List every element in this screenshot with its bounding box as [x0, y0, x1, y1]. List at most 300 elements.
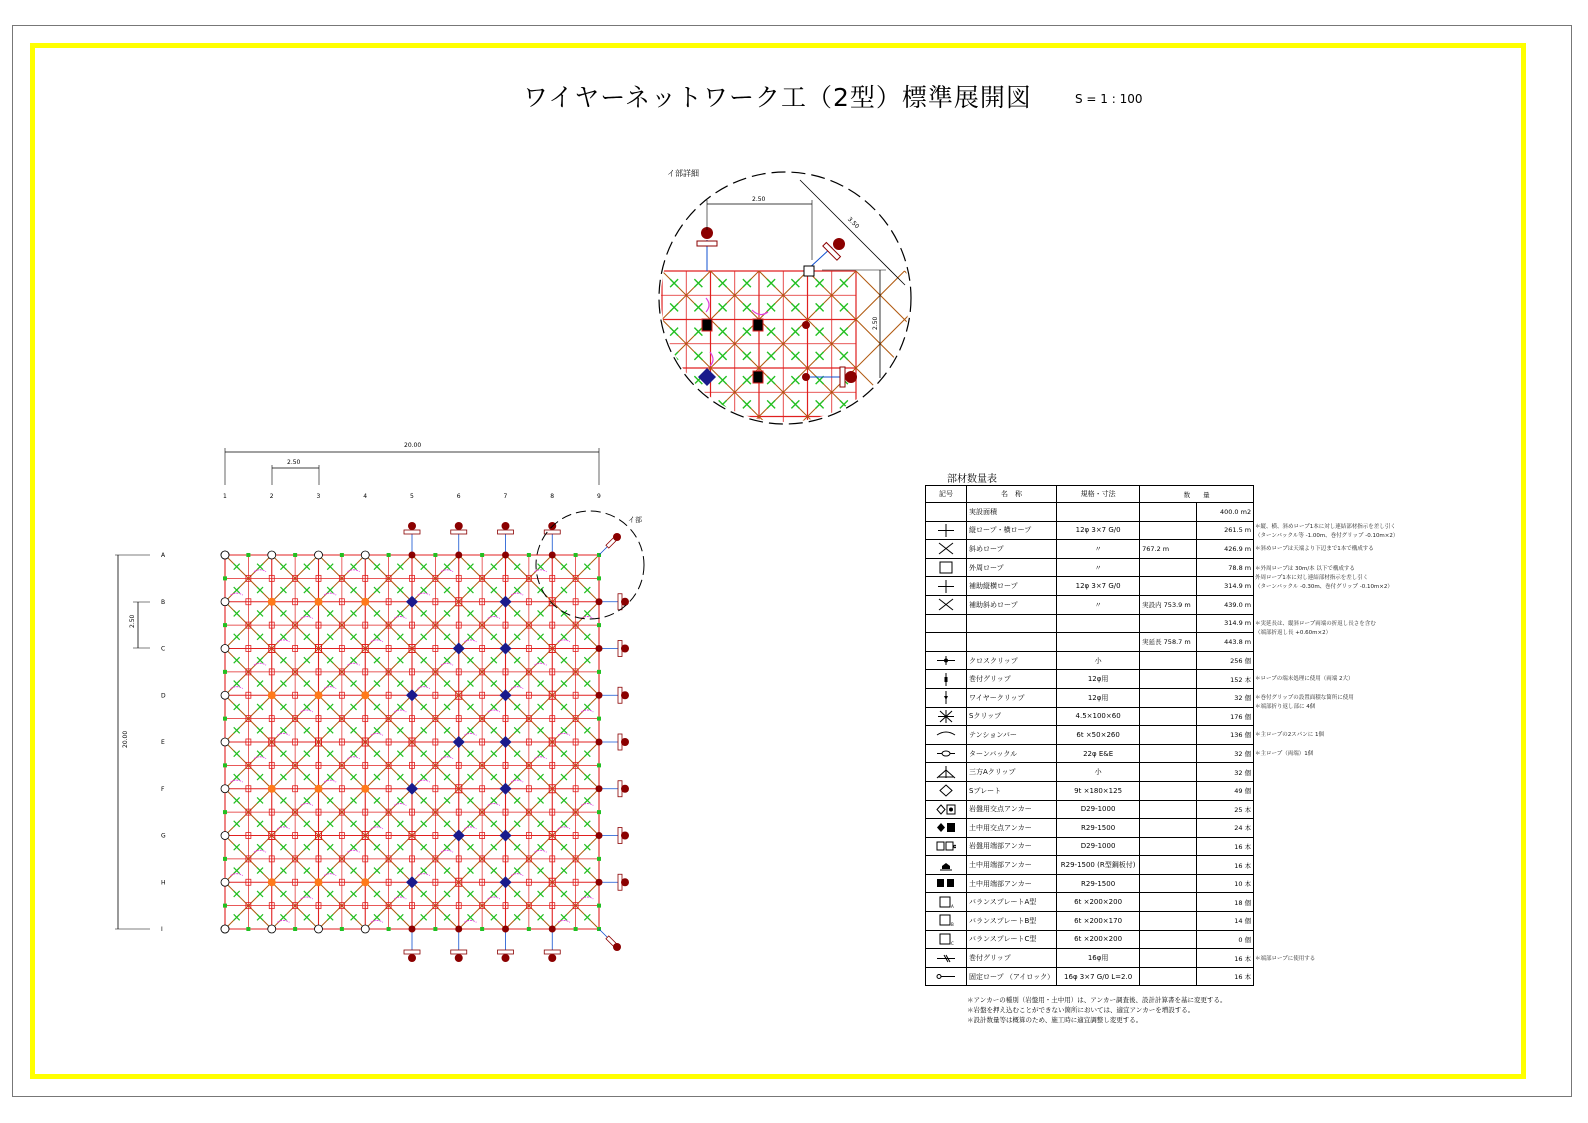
s-clip — [538, 681, 544, 687]
row-spec: 〃 — [1057, 558, 1140, 577]
row-sub-label — [1140, 726, 1197, 745]
row-name: 巻付グリップ — [967, 670, 1057, 689]
s-clip — [421, 774, 427, 780]
row-label: E — [161, 739, 165, 746]
svg-text:A: A — [951, 903, 954, 909]
quantity-table — [925, 485, 1254, 986]
row-sub-label — [1140, 949, 1197, 968]
s-clip — [351, 774, 357, 780]
detail-label: イ部詳細 — [667, 169, 699, 178]
row-name: テンションバー — [967, 726, 1057, 745]
row-spec — [1057, 503, 1140, 522]
row-symbol — [926, 874, 967, 893]
row-spec: 〃 — [1057, 595, 1140, 614]
soil-end-anchor-r-icon — [936, 859, 956, 872]
row-spec: 16φ用 — [1057, 949, 1140, 968]
s-clip — [351, 751, 357, 757]
perimeter-anchor — [455, 926, 462, 933]
s-clip — [351, 634, 357, 640]
s-clip — [351, 914, 357, 920]
plan-height-dim: 20.00 — [122, 730, 129, 748]
s-clip — [467, 914, 473, 920]
s-clip — [561, 751, 567, 757]
cross-clip-icon — [936, 654, 956, 667]
s-clip — [584, 868, 590, 874]
s-clip — [561, 657, 567, 663]
note-line: ＊アンカーの種別（岩盤用・土中用）は、アンカー調査後、設計計算書を基に変更する。 — [967, 996, 1227, 1004]
row-name: 三方Aクリップ — [967, 763, 1057, 782]
wrap-grip — [223, 763, 227, 767]
x-rope-icon — [936, 598, 956, 611]
s-clip — [584, 587, 590, 593]
header-spec: 規格・寸法 — [1057, 486, 1140, 503]
s-clip — [421, 751, 427, 757]
row-name: クロスクリップ — [967, 651, 1057, 670]
s-clip — [584, 844, 590, 850]
s-clip — [467, 891, 473, 897]
table-row — [926, 763, 1254, 782]
s-clip — [397, 914, 403, 920]
s-clip — [304, 681, 310, 687]
s-clip — [397, 774, 403, 780]
column-label: 9 — [597, 493, 601, 500]
column-label: 5 — [410, 493, 414, 500]
soil-end-anchor — [502, 954, 510, 962]
side-note — [1255, 565, 1393, 592]
side-note — [1255, 675, 1353, 684]
s-clip — [327, 564, 333, 570]
s-clip — [491, 657, 497, 663]
s-clip — [584, 774, 590, 780]
table-row — [926, 800, 1254, 819]
s-clip — [257, 704, 263, 710]
s-clip — [351, 727, 357, 733]
rock-end-anchor — [315, 551, 323, 559]
s-clip — [514, 914, 520, 920]
s-clip — [514, 774, 520, 780]
s-clip — [491, 914, 497, 920]
s-clip — [327, 797, 333, 803]
row-sub-label — [1140, 651, 1197, 670]
s-clip — [444, 844, 450, 850]
row-spec: D29-1000 — [1057, 800, 1140, 819]
row-symbol — [926, 688, 967, 707]
s-clip — [351, 891, 357, 897]
wrap-grip — [293, 553, 297, 557]
wrap-grip — [387, 553, 391, 557]
soil-end-anchor — [502, 522, 510, 530]
balance-plate — [404, 530, 420, 534]
s-clip — [257, 634, 263, 640]
rock-end-anchor — [268, 925, 276, 933]
side-note-line: ＊端部ロープに使用する — [1255, 956, 1316, 962]
soil-end-anchor — [621, 691, 629, 699]
s-clip — [374, 610, 380, 616]
s-clip — [397, 634, 403, 640]
row-qty: 16 本 — [1197, 949, 1254, 968]
s-clip — [397, 797, 403, 803]
s-clip — [514, 891, 520, 897]
s-clip — [584, 610, 590, 616]
row-name: Sプレート — [967, 781, 1057, 800]
s-clip — [257, 891, 263, 897]
row-sub-label — [1140, 837, 1197, 856]
row-name — [967, 633, 1057, 652]
soil-end-anchor — [621, 738, 629, 746]
s-clip — [234, 587, 240, 593]
wrap-grip — [223, 623, 227, 627]
row-symbol — [926, 781, 967, 800]
s-clip — [491, 610, 497, 616]
s-clip — [397, 681, 403, 687]
s-clip — [538, 821, 544, 827]
s-clip — [234, 564, 240, 570]
plan-width-dim: 20.00 — [404, 442, 422, 449]
s-clip — [467, 727, 473, 733]
drawing-title: ワイヤーネットワーク工（2型）標準展開図 — [523, 83, 1032, 112]
row-sub-label — [1140, 800, 1197, 819]
s-clip — [491, 751, 497, 757]
table-row — [926, 614, 1254, 633]
s-clip — [538, 751, 544, 757]
s-clip — [280, 564, 286, 570]
note-line: ＊岩盤を押え込むことができない箇所においては、適宜アンカーを増設する。 — [967, 1006, 1195, 1014]
s-plate-icon — [936, 784, 956, 797]
s-clip — [491, 634, 497, 640]
wrap-grip — [597, 857, 601, 861]
row-name: 土中用交点アンカー — [967, 819, 1057, 838]
cross-anchor — [315, 598, 323, 606]
s-clip — [327, 774, 333, 780]
wire-clip-icon — [936, 691, 956, 704]
soil-cross-anchor-icon — [936, 821, 956, 834]
s-clip — [491, 891, 497, 897]
rock-end-anchor — [361, 925, 369, 933]
plan-spacing-left-dim: 2.50 — [129, 614, 136, 628]
row-spec: R29-1500 — [1057, 874, 1140, 893]
side-note-line: 外周ロープ1本に対し連結部材指示を差し引く — [1255, 575, 1369, 581]
row-sub-label — [1140, 967, 1197, 986]
row-qty: 256 個 — [1197, 651, 1254, 670]
s-clip — [584, 657, 590, 663]
perimeter-anchor — [409, 552, 416, 559]
s-clip — [327, 634, 333, 640]
s-clip — [491, 868, 497, 874]
perimeter-anchor — [596, 879, 603, 886]
s-clip — [374, 704, 380, 710]
table-row — [926, 688, 1254, 707]
row-qty: 18 個 — [1197, 893, 1254, 912]
s-clip — [561, 727, 567, 733]
cross-anchor — [268, 785, 276, 793]
wrap-grip — [527, 553, 531, 557]
side-note-line: （ターンバックル -0.30m、巻付グリップ -0.10m×2） — [1255, 584, 1393, 590]
s-clip — [234, 681, 240, 687]
row-symbol — [926, 670, 967, 689]
s-clip — [538, 704, 544, 710]
row-qty: 261.5 m — [1197, 521, 1254, 540]
s-clip — [421, 727, 427, 733]
soil-end-anchor — [455, 522, 463, 530]
s-clip — [257, 610, 263, 616]
row-sub-label — [1140, 856, 1197, 875]
s-clip — [257, 657, 263, 663]
s-clip — [234, 821, 240, 827]
s-clip — [234, 797, 240, 803]
table-row — [926, 744, 1254, 763]
s-clip — [397, 564, 403, 570]
row-name: 土中用端部アンカー — [967, 874, 1057, 893]
s-clip — [257, 821, 263, 827]
s-clip — [444, 634, 450, 640]
s-clip — [280, 891, 286, 897]
row-spec: 〃 — [1057, 540, 1140, 559]
side-note-line: ＊ロープの端末処理に使用（両端 2大） — [1255, 676, 1354, 682]
s-clip — [280, 704, 286, 710]
side-note-line: （端部折返し長 +0.60m×2） — [1255, 630, 1332, 636]
s-clip — [514, 704, 520, 710]
wrap-grip — [480, 927, 484, 931]
s-clip — [514, 821, 520, 827]
s-clip — [444, 774, 450, 780]
s-clip — [327, 657, 333, 663]
row-sub-label: 実設内 753.9 m — [1140, 595, 1197, 614]
s-clip — [421, 704, 427, 710]
row-spec: D29-1000 — [1057, 837, 1140, 856]
s-clip — [280, 914, 286, 920]
row-qty: 10 本 — [1197, 874, 1254, 893]
row-symbol — [926, 949, 967, 968]
row-sub-label: 767.2 m — [1140, 540, 1197, 559]
row-name: 補助縦横ロープ — [967, 577, 1057, 596]
row-symbol — [926, 577, 967, 596]
s-clip — [374, 727, 380, 733]
s-clip — [234, 751, 240, 757]
wrap-grip — [223, 857, 227, 861]
s-clip — [397, 587, 403, 593]
table-notes — [967, 995, 1226, 1025]
row-sub-label — [1140, 930, 1197, 949]
row-name: バランスプレートC型 — [967, 930, 1057, 949]
row-qty: 152 本 — [1197, 670, 1254, 689]
turnbuckle-icon — [936, 747, 956, 760]
s-clip — [304, 704, 310, 710]
s-clip — [421, 634, 427, 640]
s-clip — [584, 681, 590, 687]
table-row — [926, 819, 1254, 838]
s-clip — [444, 564, 450, 570]
s-clip — [234, 657, 240, 663]
s-clip — [280, 821, 286, 827]
perimeter-anchor — [596, 692, 603, 699]
s-clip — [234, 868, 240, 874]
s-clip — [467, 868, 473, 874]
s-clip — [374, 564, 380, 570]
row-spec: 12φ 3×7 G/0 — [1057, 577, 1140, 596]
s-clip — [304, 774, 310, 780]
s-clip — [538, 891, 544, 897]
s-clip — [467, 844, 473, 850]
s-clip — [280, 634, 286, 640]
soil-end-anchor-icon — [936, 877, 956, 890]
row-name: 岩盤用交点アンカー — [967, 800, 1057, 819]
s-clip — [280, 657, 286, 663]
row-label: A — [161, 552, 166, 559]
s-clip — [257, 797, 263, 803]
row-sub-label — [1140, 521, 1197, 540]
detail-dim-right: 2.50 — [872, 316, 879, 330]
wrap-grip — [597, 810, 601, 814]
table-row — [926, 540, 1254, 559]
wrap-grip — [246, 553, 250, 557]
s-clip — [514, 727, 520, 733]
s-clip — [397, 704, 403, 710]
row-symbol — [926, 819, 967, 838]
s-clip — [304, 868, 310, 874]
row-qty: 24 本 — [1197, 819, 1254, 838]
s-clip — [280, 751, 286, 757]
s-clip — [234, 610, 240, 616]
s-clip — [538, 868, 544, 874]
s-clip — [280, 727, 286, 733]
row-sub-label — [1140, 558, 1197, 577]
row-qty: 426.9 m — [1197, 540, 1254, 559]
s-clip — [304, 914, 310, 920]
table-row — [926, 595, 1254, 614]
row-spec: 6t ×50×260 — [1057, 726, 1140, 745]
perimeter-anchor — [502, 552, 509, 559]
s-clip — [374, 797, 380, 803]
s-clip — [467, 564, 473, 570]
row-sub-label — [1140, 670, 1197, 689]
wrap-grip — [293, 927, 297, 931]
s-clip — [397, 868, 403, 874]
s-clip — [374, 891, 380, 897]
wrap-grip — [574, 553, 578, 557]
s-clip — [351, 681, 357, 687]
row-spec: 6t ×200×200 — [1057, 893, 1140, 912]
wrap-grip — [387, 927, 391, 931]
row-name: 斜めロープ — [967, 540, 1057, 559]
rock-end-anchor — [221, 598, 229, 606]
wrap-grip — [433, 553, 437, 557]
s-clip — [397, 657, 403, 663]
row-symbol — [926, 707, 967, 726]
row-sub-label — [1140, 781, 1197, 800]
s-clip — [280, 868, 286, 874]
s-clip — [538, 914, 544, 920]
s-clip — [561, 821, 567, 827]
row-name — [967, 614, 1057, 633]
s-clip — [397, 844, 403, 850]
column-label: 8 — [550, 493, 555, 500]
s-clip — [351, 564, 357, 570]
rock-end-anchor — [221, 551, 229, 559]
row-qty: 32 個 — [1197, 688, 1254, 707]
side-note — [1255, 523, 1398, 541]
side-note-line: ＊主ロープ（両端）1個 — [1255, 751, 1314, 757]
triangle-clip-icon — [936, 766, 956, 779]
row-spec: R29-1500 — [1057, 819, 1140, 838]
s-clip — [327, 681, 333, 687]
s-clip — [514, 751, 520, 757]
tension-bar-icon — [936, 728, 956, 741]
s-clip — [421, 797, 427, 803]
svg-text:B: B — [951, 922, 954, 928]
row-label: G — [161, 832, 166, 840]
row-symbol — [926, 800, 967, 819]
row-spec: 22φ E&E — [1057, 744, 1140, 763]
row-label: B — [161, 598, 166, 606]
rock-end-anchor — [361, 551, 369, 559]
wrap-grip — [597, 623, 601, 627]
s-clip — [351, 797, 357, 803]
table-row — [926, 930, 1254, 949]
rock-end-anchor — [221, 738, 229, 746]
row-sub-label — [1140, 893, 1197, 912]
side-note — [1255, 955, 1315, 964]
perimeter-anchor — [549, 552, 556, 559]
row-spec: 小 — [1057, 763, 1140, 782]
side-note-line: ＊主ロープの2スパンに 1個 — [1255, 732, 1324, 738]
s-clip — [327, 751, 333, 757]
balance-plate — [451, 950, 467, 954]
perimeter-anchor — [455, 552, 462, 559]
s-clip — [327, 891, 333, 897]
s-clip — [304, 564, 310, 570]
row-label: D — [161, 692, 166, 700]
table-row — [926, 856, 1254, 875]
square-rope-icon — [936, 561, 956, 574]
row-name: ターンバックル — [967, 744, 1057, 763]
s-clip — [491, 587, 497, 593]
s-clip — [561, 681, 567, 687]
s-clip — [304, 821, 310, 827]
row-name: Sクリップ — [967, 707, 1057, 726]
s-clip — [257, 774, 263, 780]
row-label: F — [161, 785, 165, 793]
s-clip — [467, 751, 473, 757]
s-clip — [280, 681, 286, 687]
s-clip — [257, 727, 263, 733]
perimeter-anchor — [596, 645, 603, 652]
s-clip — [351, 844, 357, 850]
detail-dim-top: 2.50 — [752, 196, 766, 203]
table-row — [926, 967, 1254, 986]
s-clip — [257, 751, 263, 757]
row-symbol — [926, 651, 967, 670]
perimeter-anchor — [596, 598, 603, 605]
s-clip — [561, 634, 567, 640]
soil-end-anchor — [621, 832, 629, 840]
row-symbol — [926, 503, 967, 522]
s-clip — [327, 844, 333, 850]
row-sub-label — [1140, 763, 1197, 782]
row-name: 縦ロープ・横ロープ — [967, 521, 1057, 540]
perimeter-anchor — [596, 785, 603, 792]
soil-end-anchor — [621, 785, 629, 793]
s-clip — [444, 727, 450, 733]
table-row — [926, 893, 1254, 912]
header-name: 名 称 — [967, 486, 1057, 503]
s-clip — [374, 821, 380, 827]
row-symbol — [926, 912, 967, 931]
s-clip — [467, 610, 473, 616]
soil-end-anchor — [613, 943, 621, 951]
row-qty: 14 個 — [1197, 912, 1254, 931]
s-clip — [444, 797, 450, 803]
column-label: 7 — [503, 493, 508, 500]
